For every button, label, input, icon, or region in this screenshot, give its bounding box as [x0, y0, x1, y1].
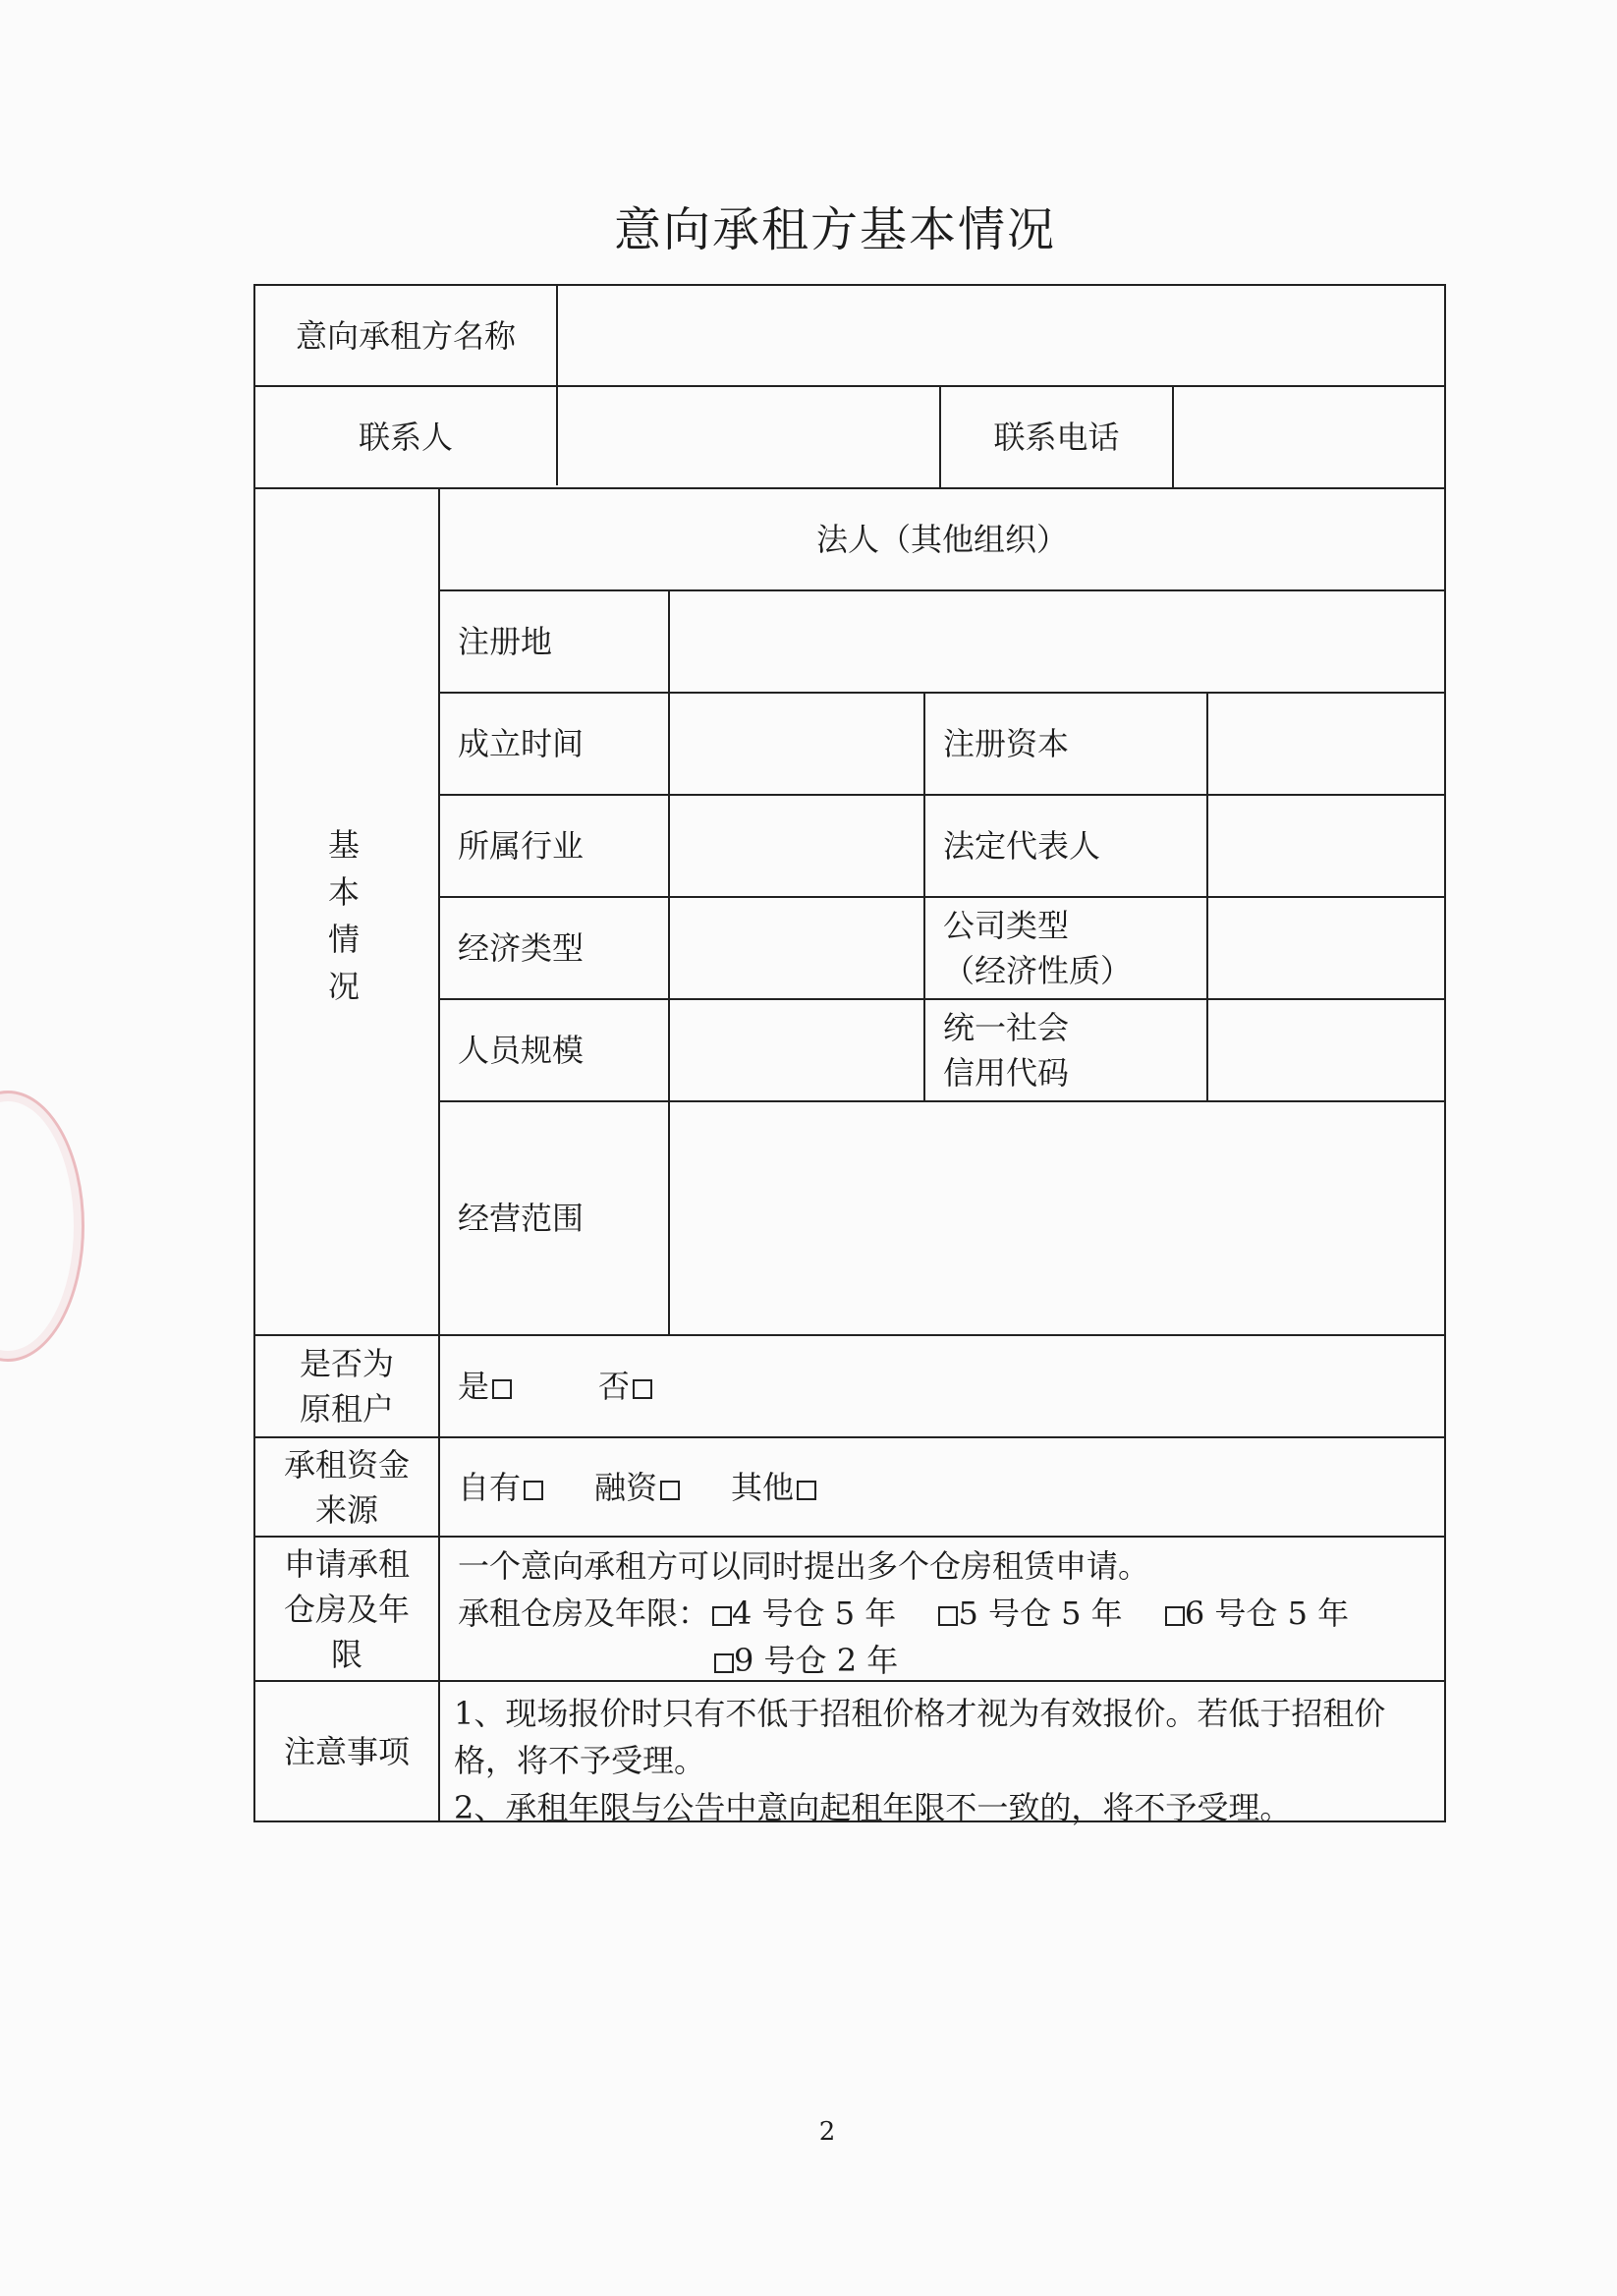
warehouse-line2-prefix: 承租仓房及年限： — [458, 1595, 710, 1632]
contact-field[interactable] — [558, 387, 939, 487]
notes-content — [454, 1690, 1442, 1831]
legal-rep-label: 法定代表人 — [943, 827, 1101, 865]
fund-own-option[interactable] — [458, 1465, 543, 1510]
registered-address-label: 注册地 — [458, 623, 553, 660]
notes-line1: 1、现场报价时只有不低于招租价格才视为有效报价。若低于招租价 — [454, 1695, 1386, 1732]
warehouse-option-4[interactable] — [709, 1595, 896, 1632]
industry-label: 所属行业 — [458, 827, 585, 865]
staff-size-label: 人员规模 — [458, 1032, 585, 1069]
warehouse-label — [255, 1538, 438, 1680]
checkbox-icon[interactable] — [524, 1481, 543, 1500]
credit-code-field[interactable] — [1208, 1000, 1444, 1100]
warehouse-label-line3: 限 — [330, 1635, 362, 1673]
warehouse-option-5-label: 5 号仓 5 年 — [958, 1595, 1123, 1632]
warehouse-content — [458, 1542, 1440, 1684]
fund-source-label — [255, 1438, 438, 1536]
credit-code-label — [925, 1000, 1206, 1100]
warehouse-line1: 一个意向承租方可以同时提出多个仓房租赁申请。 — [458, 1547, 1150, 1585]
staff-size-field[interactable] — [670, 1000, 923, 1100]
company-type-label — [925, 898, 1206, 998]
fund-financing-label: 融资 — [594, 1468, 658, 1506]
checkbox-icon[interactable] — [1165, 1606, 1185, 1626]
checkbox-icon[interactable] — [492, 1379, 512, 1399]
fund-source-label-line2: 来源 — [314, 1490, 378, 1529]
warehouse-option-5[interactable] — [935, 1595, 1122, 1632]
tenant-name-field[interactable] — [558, 286, 1444, 385]
business-scope-field[interactable] — [670, 1102, 1444, 1334]
credit-code-label-line2: 信用代码 — [943, 1054, 1070, 1092]
established-field[interactable] — [670, 694, 923, 794]
basic-info-label — [320, 821, 367, 1010]
warehouse-option-9-label: 9 号仓 2 年 — [734, 1642, 899, 1679]
warehouse-line2 — [458, 1590, 1440, 1637]
phone-label: 联系电话 — [993, 419, 1120, 456]
page-number: 2 — [818, 2117, 836, 2147]
fund-other-label: 其他 — [731, 1468, 795, 1506]
legal-rep-field[interactable] — [1208, 796, 1444, 896]
warehouse-option-4-label: 4 号仓 5 年 — [732, 1595, 897, 1632]
registered-capital-label: 注册资本 — [943, 725, 1070, 762]
page-title: 意向承租方基本情况 — [613, 202, 1056, 257]
checkbox-icon[interactable] — [633, 1379, 652, 1399]
phone-field[interactable] — [1174, 387, 1444, 487]
checkbox-icon[interactable] — [797, 1481, 816, 1500]
original-tenant-yes-label: 是 — [458, 1368, 490, 1405]
tenant-name-label: 意向承租方名称 — [295, 316, 516, 355]
fund-other-option[interactable] — [731, 1465, 816, 1510]
warehouse-label-line1: 申请承租 — [283, 1544, 410, 1583]
credit-code-label-line1: 统一社会 — [943, 1009, 1070, 1046]
company-type-label-line2: （经济性质） — [943, 952, 1133, 989]
industry-field[interactable] — [670, 796, 923, 896]
original-tenant-label-line1: 是否为 — [299, 1345, 394, 1382]
notes-label: 注意事项 — [283, 1732, 410, 1770]
warehouse-label-line2: 仓房及年 — [283, 1590, 410, 1628]
fund-source-label-line1: 承租资金 — [283, 1445, 410, 1484]
checkbox-icon[interactable] — [712, 1606, 732, 1626]
warehouse-option-6-label: 6 号仓 5 年 — [1184, 1595, 1350, 1632]
original-tenant-label — [255, 1336, 438, 1436]
registered-address-field[interactable] — [670, 591, 1444, 692]
warehouse-option-9[interactable] — [711, 1642, 898, 1679]
fund-source-options — [440, 1438, 1444, 1536]
registered-capital-field[interactable] — [1208, 694, 1444, 794]
legal-person-header: 法人（其他组织） — [815, 521, 1068, 558]
company-type-label-line1: 公司类型 — [943, 907, 1070, 944]
notes-line2: 格，将不予受理。 — [454, 1742, 706, 1779]
original-tenant-options — [440, 1336, 1444, 1436]
fund-own-label: 自有 — [458, 1468, 522, 1506]
original-tenant-label-line2: 原租户 — [299, 1390, 394, 1428]
checkbox-icon[interactable] — [660, 1481, 680, 1500]
warehouse-option-6[interactable] — [1162, 1595, 1349, 1632]
warehouse-line3 — [458, 1637, 1440, 1684]
checkbox-icon[interactable] — [714, 1653, 734, 1673]
red-seal-stamp — [0, 1091, 84, 1362]
original-tenant-no-option[interactable] — [598, 1364, 652, 1409]
checkbox-icon[interactable] — [938, 1606, 958, 1626]
established-label: 成立时间 — [458, 725, 585, 762]
original-tenant-yes-option[interactable] — [458, 1364, 512, 1409]
notes-line3: 2、承租年限与公告中意向起租年限不一致的，将不予受理。 — [454, 1789, 1292, 1826]
contact-label: 联系人 — [358, 419, 453, 456]
business-scope-label: 经营范围 — [458, 1200, 585, 1237]
company-type-field[interactable] — [1208, 898, 1444, 998]
original-tenant-no-label: 否 — [598, 1368, 631, 1405]
economic-type-field[interactable] — [670, 898, 923, 998]
fund-financing-option[interactable] — [594, 1465, 680, 1510]
economic-type-label: 经济类型 — [458, 929, 585, 967]
basic-info-label-text: 基本情况 — [328, 826, 361, 1005]
